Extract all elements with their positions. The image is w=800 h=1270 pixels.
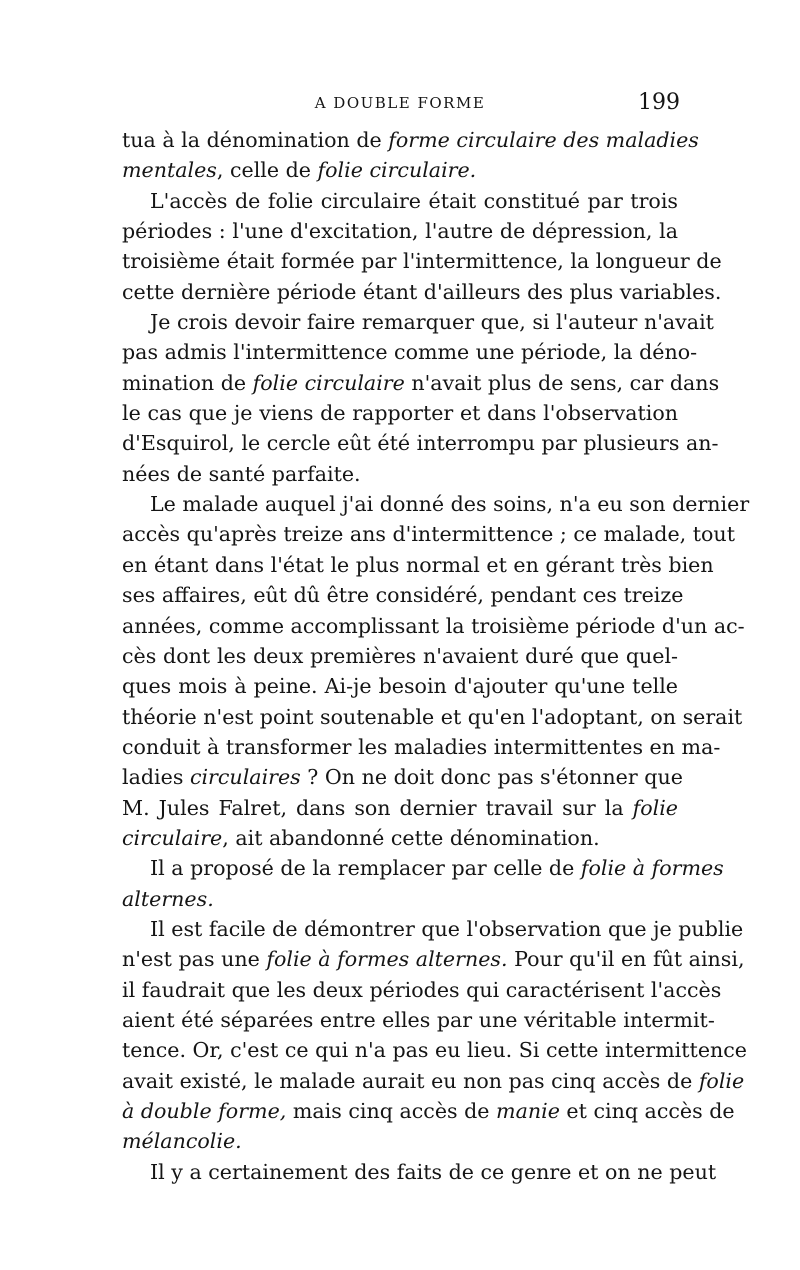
- text-segment: années, comme accomplissant la troisième période d'un ac-: [122, 613, 745, 638]
- text-segment: troisième était formée par l'intermittence, la longueur de: [122, 249, 722, 274]
- italic-text: folie: [698, 1068, 745, 1093]
- text-segment: il faudrait que les deux périodes qui caractérisent l'accès: [122, 977, 722, 1002]
- text-line: [122, 944, 745, 974]
- text-line: [122, 1157, 717, 1187]
- page-number: 199: [638, 90, 680, 115]
- text-segment: et cinq accès de: [559, 1099, 735, 1123]
- text-line: [122, 975, 722, 1005]
- text-segment: en étant dans l'état le plus normal et en gérant très bien: [122, 552, 714, 577]
- text-segment: le cas que je viens de rapporter et dans l'observation: [122, 401, 678, 426]
- running-head: [120, 90, 680, 120]
- body-text: [122, 125, 750, 1187]
- text-segment: avait existé, le malade aurait eu non pas cinq accès de: [122, 1068, 699, 1093]
- text-segment: d'Esquirol, le cercle eût été interrompu par plusieurs an-: [122, 431, 719, 456]
- text-line: [122, 853, 724, 883]
- text-segment: ques mois à peine. Ai-je besoin d'ajouter qu'une telle: [122, 674, 678, 699]
- italic-text: folie circulaire.: [317, 158, 477, 183]
- text-line: [122, 277, 722, 307]
- text-segment: tua à la dénomination de: [122, 128, 389, 152]
- text-segment: aient été séparées entre elles par une véritable intermit-: [122, 1007, 715, 1032]
- text-line: [122, 793, 678, 823]
- text-segment: tence. Or, c'est ce qui n'a pas eu lieu. Si cette intermittence: [122, 1038, 747, 1063]
- text-segment: conduit à transformer les maladies intermittentes en ma-: [122, 734, 721, 759]
- italic-text: mentales: [122, 158, 217, 183]
- text-segment: Je crois devoir faire remarquer que, si l'auteur n'avait: [150, 310, 714, 335]
- italic-text: à double forme,: [122, 1099, 287, 1123]
- text-line: [122, 519, 735, 549]
- text-line: [122, 702, 743, 732]
- text-line: [122, 125, 699, 155]
- italic-text: manie: [496, 1099, 560, 1123]
- text-segment: Il est facile de démontrer que l'observation que je publie: [150, 916, 744, 941]
- text-line: [122, 368, 720, 398]
- italic-text: folie à formes: [580, 856, 724, 881]
- text-line: [122, 1005, 715, 1035]
- text-line: [122, 1035, 747, 1065]
- text-segment: ladies: [122, 765, 190, 790]
- text-segment: n'avait plus de sens, car dans: [404, 370, 720, 395]
- text-segment: théorie n'est point soutenable et qu'en l'adoptant, on serait: [122, 704, 743, 729]
- text-line: [122, 823, 678, 853]
- text-line: [122, 732, 721, 762]
- italic-text: folie à formes alternes.: [266, 947, 508, 972]
- text-line: [122, 459, 678, 489]
- running-title: A DOUBLE FORME: [314, 94, 486, 112]
- text-segment: n'est pas une: [122, 947, 267, 972]
- text-line: [122, 1096, 735, 1126]
- text-segment: nées de santé parfaite.: [122, 461, 361, 486]
- text-segment: , celle de: [216, 158, 318, 183]
- text-segment: Pour qu'il en fût ainsi,: [507, 947, 745, 972]
- text-line: [122, 428, 719, 458]
- text-line: [122, 155, 678, 185]
- text-line: [122, 762, 683, 792]
- italic-text: alternes.: [122, 886, 214, 911]
- text-line: [122, 307, 714, 337]
- text-line: [122, 246, 722, 276]
- text-line: [122, 914, 744, 944]
- italic-text: mélancolie.: [122, 1129, 242, 1154]
- text-segment: pas admis l'intermittence comme une période, la déno-: [122, 340, 698, 365]
- text-line: [122, 580, 684, 610]
- text-segment: accès qu'après treize ans d'intermittence ; ce malade, tout: [122, 522, 735, 547]
- text-segment: ses affaires, eût dû être considéré, pendant ces treize: [122, 583, 684, 608]
- text-segment: L'accès de folie circulaire était constitué par trois: [150, 188, 678, 213]
- text-line: [122, 216, 678, 246]
- text-line: [122, 398, 678, 428]
- text-segment: , ait abandonné cette dénomination.: [222, 825, 600, 850]
- text-segment: cette dernière période étant d'ailleurs des plus variables.: [122, 279, 722, 304]
- text-segment: mination de: [122, 370, 253, 395]
- italic-text: circulaire: [122, 825, 223, 850]
- text-line: [122, 186, 678, 216]
- text-line: [122, 884, 678, 914]
- text-segment: M. Jules Falret, dans son dernier travail sur la: [122, 795, 633, 820]
- italic-text: folie: [632, 795, 678, 820]
- text-segment: Le malade auquel j'ai donné des soins, n'a eu son dernier: [150, 492, 750, 517]
- text-segment: Il a proposé de la remplacer par celle de: [150, 856, 581, 881]
- text-segment: ? On ne doit donc pas s'étonner que: [300, 765, 683, 790]
- text-line: [122, 611, 745, 641]
- text-segment: cès dont les deux premières n'avaient duré que quel-: [122, 643, 678, 668]
- text-line: [122, 489, 750, 519]
- text-line: [122, 337, 698, 367]
- italic-text: circulaires: [189, 765, 301, 790]
- italic-text: forme circulaire des maladies: [388, 128, 699, 152]
- text-line: [122, 1126, 678, 1156]
- text-line: [122, 641, 678, 671]
- text-line: [122, 1066, 745, 1096]
- text-line: [122, 671, 678, 701]
- text-segment: Il y a certainement des faits de ce genre et on ne peut: [150, 1159, 717, 1184]
- italic-text: folie circulaire: [252, 370, 405, 395]
- text-line: [122, 550, 714, 580]
- text-segment: mais cinq accès de: [286, 1099, 497, 1123]
- text-segment: périodes : l'une d'excitation, l'autre de dépression, la: [122, 219, 678, 244]
